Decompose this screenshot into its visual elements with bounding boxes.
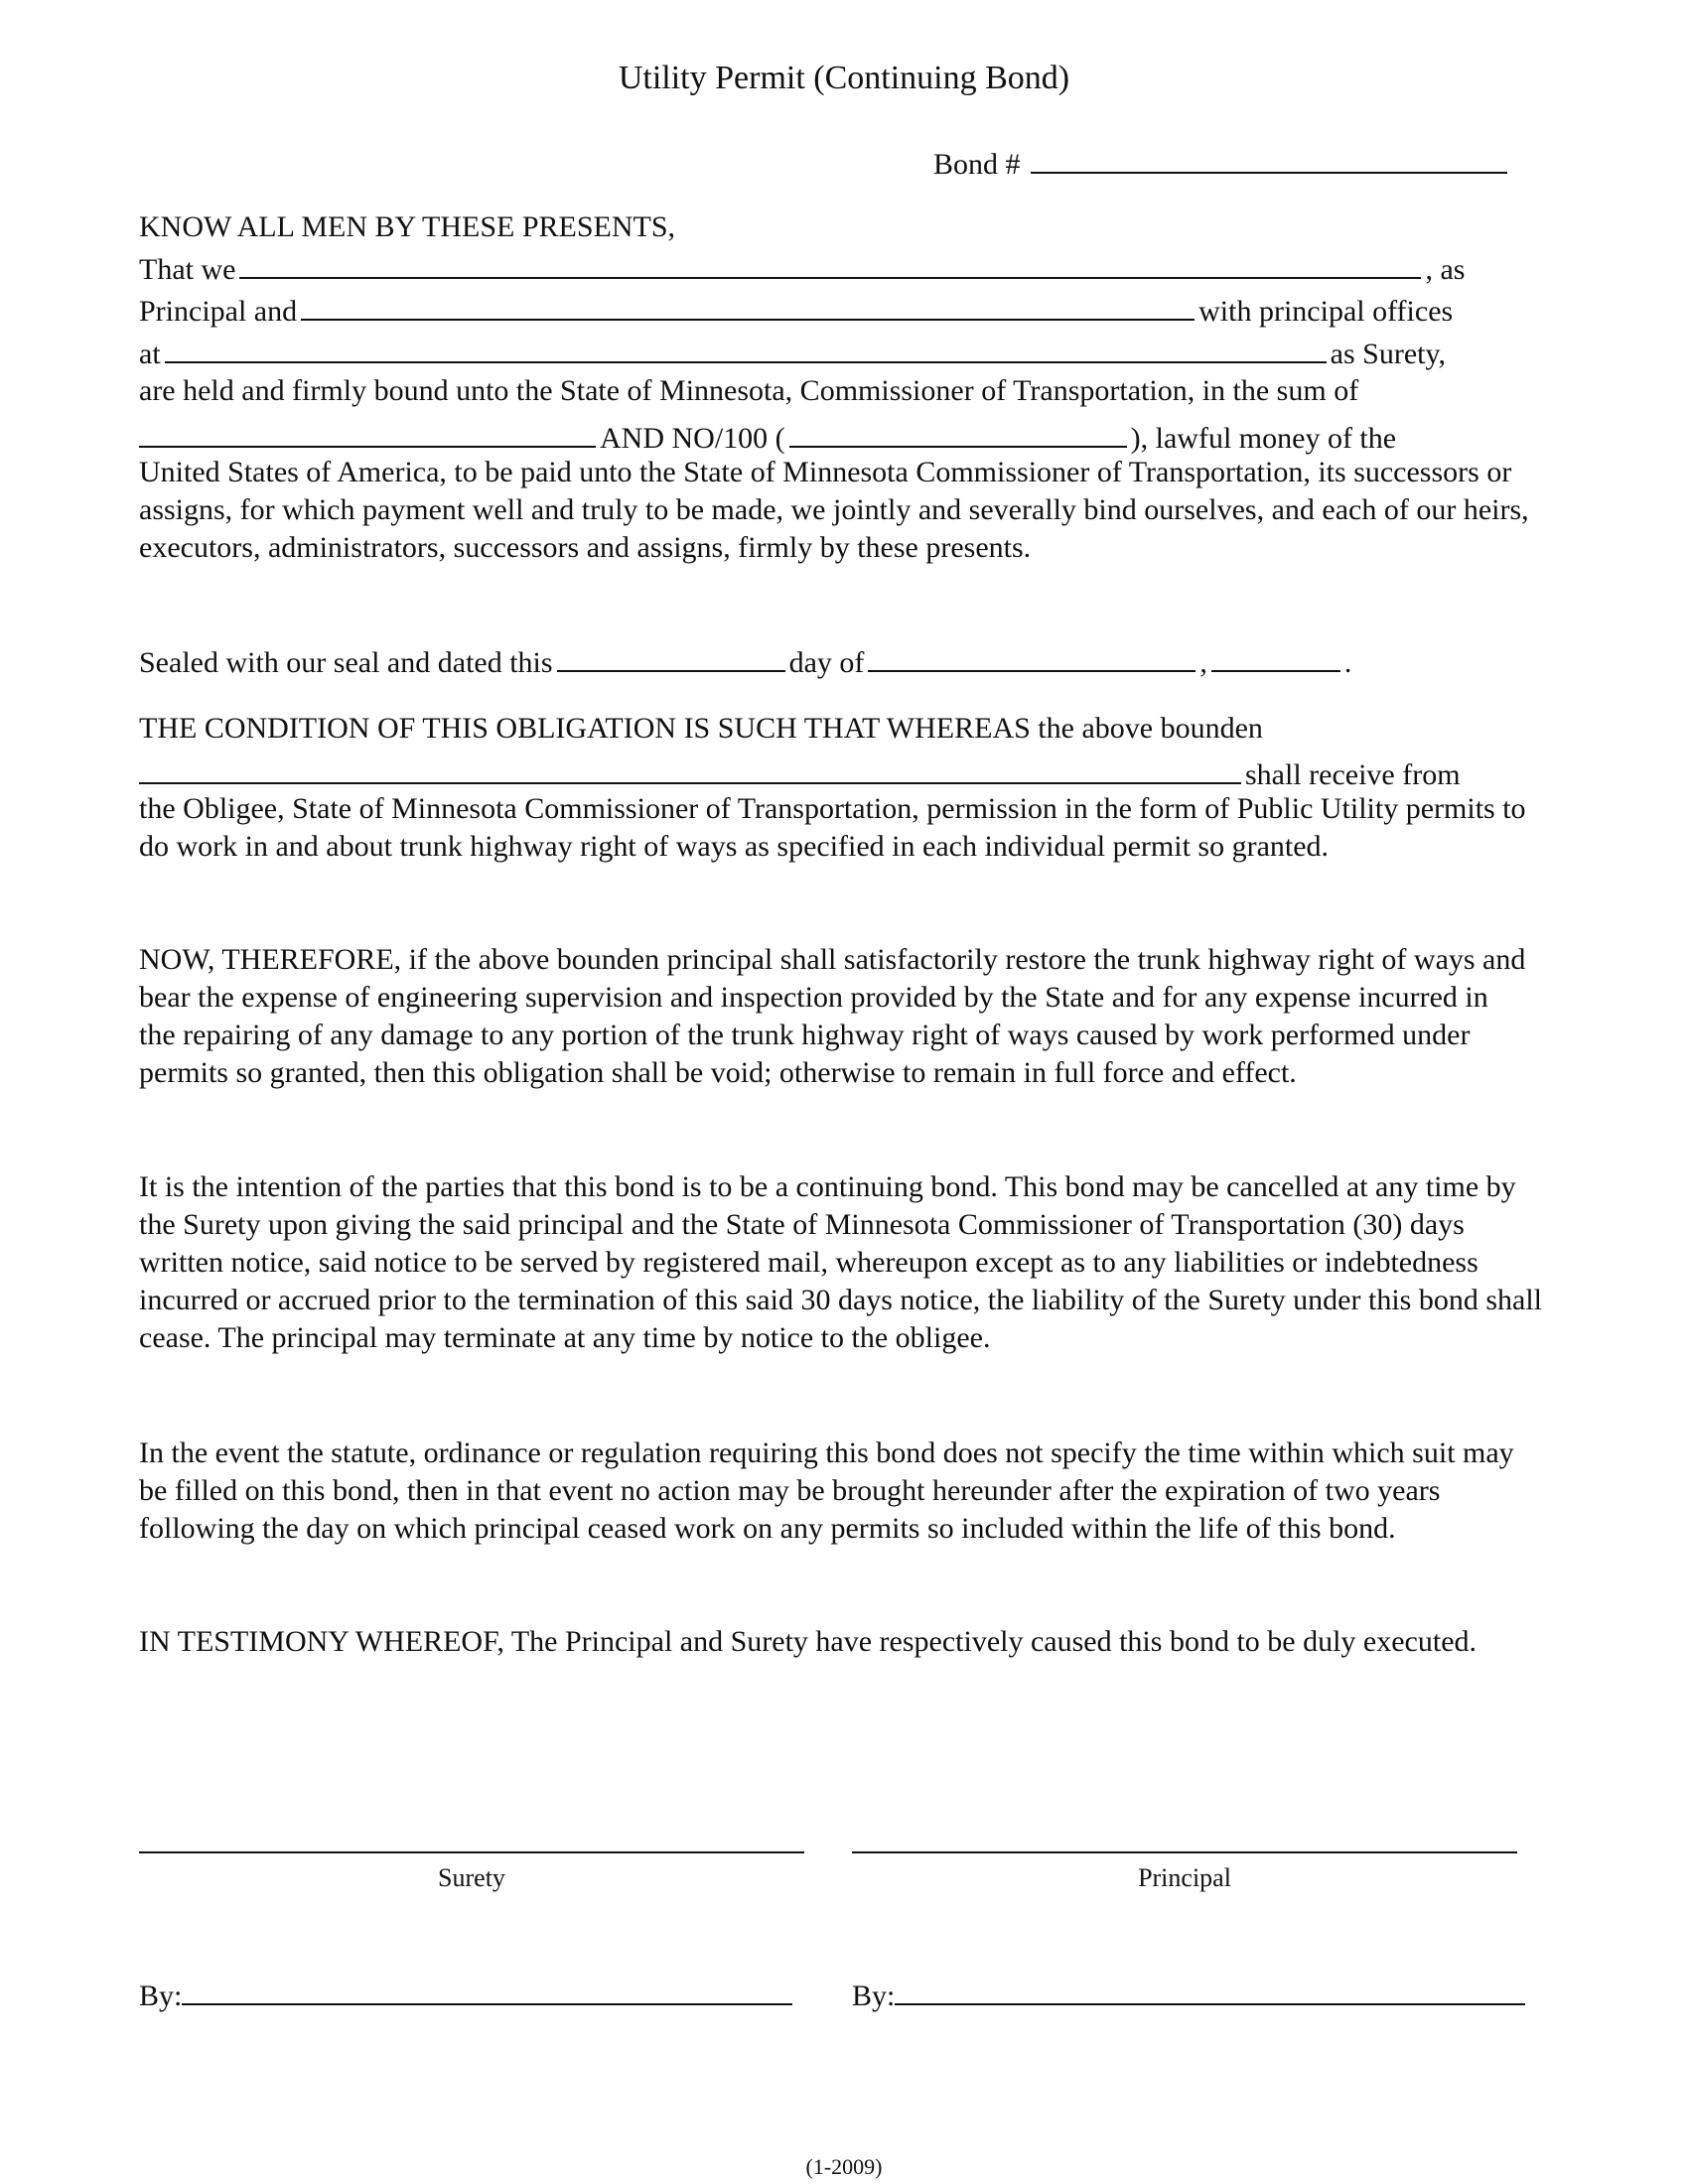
bond-number-field[interactable] <box>1031 142 1507 174</box>
surety-name-field[interactable] <box>301 289 1195 321</box>
bound-line: are held and firmly bound unto the State of Minnesota, Commissioner of Transportation, in the sum of <box>139 374 1359 407</box>
surety-signature-line[interactable] <box>139 1851 804 1853</box>
date-period: . <box>1343 646 1352 679</box>
testimony-paragraph: IN TESTIMONY WHEREOF, The Principal and Surety have respectively caused this bond to be duly executed. <box>139 1625 1477 1658</box>
bond-number-row <box>933 142 1511 184</box>
day-field[interactable] <box>557 640 785 672</box>
condition-row <box>139 752 1461 794</box>
bounden-name-field[interactable] <box>139 752 1241 784</box>
lawful-money-label: ), lawful money of the <box>1130 422 1397 455</box>
sum-row <box>139 416 1396 458</box>
principal-name-field[interactable] <box>239 247 1421 279</box>
and-no-100-label: AND NO/100 ( <box>600 422 785 455</box>
surety-address-field[interactable] <box>165 332 1327 363</box>
shall-receive-label: shall receive from <box>1245 758 1461 791</box>
sum-words-field[interactable] <box>139 416 596 448</box>
intention-paragraph: It is the intention of the parties that this bond is to be a continuing bond. This bond may be cancelled at any time by the Surety upon giving the said principal and the State of Minnesota Commissioner of Transportation (30) days written notice, said notice to be served by registered mail, whereupon except as to any liabilities or indebtedness incurred or accrued prior to the termination of this said 30 days notice, the liability of the Surety under this bond shall cease. The principal may terminate at any time by notice to the obligee. <box>139 1170 1542 1354</box>
principal-row <box>139 289 1453 331</box>
day-of-label: day of <box>788 646 865 679</box>
as-surety-label: as Surety, <box>1330 338 1447 370</box>
sum-amount-field[interactable] <box>789 416 1127 448</box>
page-title: Utility Permit (Continuing Bond) <box>618 60 1070 96</box>
surety-by-field[interactable] <box>182 1974 792 2005</box>
intro-heading: KNOW ALL MEN BY THESE PRESENTS, <box>139 210 676 243</box>
payment-paragraph: United States of America, to be paid unto the State of Minnesota Commissioner of Transportation, its successors or assigns, for which payment well and truly to be made, we jointly and severally bind ourselves, and each of our heirs, executors, administrators, successors and assigns, firmly by these presents. <box>139 456 1529 564</box>
surety-by-row <box>139 1974 796 2015</box>
that-we-label: That we <box>139 253 236 286</box>
principal-offices-label: with principal offices <box>1198 295 1454 328</box>
surety-by-label: By: <box>139 1979 183 2012</box>
principal-by-row <box>852 1974 1529 2015</box>
month-field[interactable] <box>868 640 1196 672</box>
year-field[interactable] <box>1211 640 1340 672</box>
surety-label: Surety <box>438 1863 505 1892</box>
condition-line: THE CONDITION OF THIS OBLIGATION IS SUCH THAT WHEREAS the above bounden <box>139 712 1263 745</box>
bond-number-label: Bond # <box>933 148 1021 181</box>
at-row <box>139 332 1446 373</box>
principal-and-label: Principal and <box>139 295 298 328</box>
now-therefore-paragraph: NOW, THEREFORE, if the above bounden principal shall satisfactorily restore the trunk highway right of ways and bear the expense of engineering supervision and inspection provided by the State and for any expense incurred in the repairing of any damage to any portion of the trunk highway right of ways caused by work performed under permits so granted, then this obligation shall be void; otherwise to remain in full force and effect. <box>139 943 1526 1089</box>
principal-by-field[interactable] <box>895 1974 1525 2005</box>
principal-by-label: By: <box>852 1979 896 2012</box>
date-comma: , <box>1199 646 1207 679</box>
sealed-label: Sealed with our seal and dated this <box>139 646 553 679</box>
at-label: at <box>139 338 161 370</box>
principal-signature-line[interactable] <box>852 1851 1517 1853</box>
form-revision: (1-2009) <box>805 2154 883 2179</box>
principal-label: Principal <box>1138 1863 1231 1892</box>
that-we-row <box>139 247 1465 289</box>
sealed-row <box>139 640 1351 682</box>
condition-paragraph: the Obligee, State of Minnesota Commissioner of Transportation, permission in the form of Public Utility permits to do work in and about trunk highway right of ways as specified in each individual permit so granted. <box>139 792 1526 863</box>
as-label: , as <box>1425 253 1466 286</box>
event-paragraph: In the event the statute, ordinance or regulation requiring this bond does not specify the time within which suit may be filled on this bond, then in that event no action may be brought hereunder after the expiration of two years following the day on which principal ceased work on any permits so included within the life of this bond. <box>139 1436 1514 1545</box>
